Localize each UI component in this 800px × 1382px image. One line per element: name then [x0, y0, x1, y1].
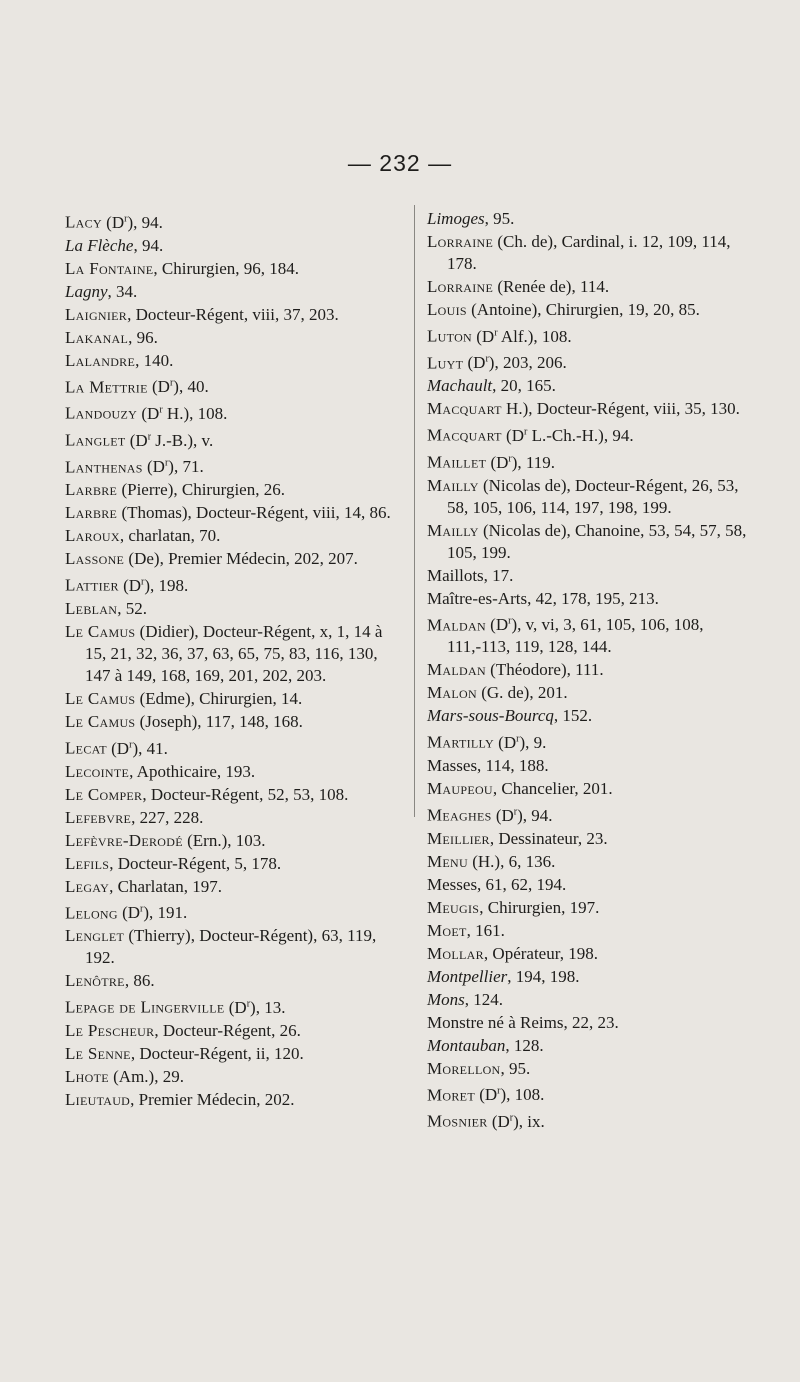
entry-detail: (Ern.), 103.: [182, 830, 266, 850]
entry-name: La Fontaine: [65, 258, 154, 278]
index-entry: [65, 853, 400, 875]
entry-detail: $(D^r)$, v, vi, 3, 61, 105, 106, 108, 111,-113, 119, 128, 144.: [447, 615, 704, 657]
entry-name: Lacy: [65, 212, 102, 232]
entry-detail: (Thierry), Docteur-Régent), 63, 119, 192.: [85, 926, 377, 968]
index-entry: [65, 925, 400, 969]
index-entry: [65, 350, 400, 372]
index-entry: [65, 761, 400, 783]
entry-name: Mailly: [427, 475, 479, 495]
index-entry: [427, 421, 760, 447]
index-entry: [427, 1035, 760, 1057]
entry-name: Morellon: [427, 1058, 501, 1078]
entry-name: Lelong: [65, 903, 118, 923]
entry-name: Laignier: [65, 304, 128, 324]
entry-detail: $(D^r)$, 41.: [106, 738, 168, 758]
entry-detail: $(D^r)$, 119.: [486, 452, 556, 472]
index-entry: [65, 688, 400, 710]
entry-name: Maldan: [427, 615, 486, 635]
entry-detail: , 194, 198.: [507, 966, 580, 986]
index-entry: [65, 399, 400, 425]
entry-detail: , 161.: [466, 920, 505, 940]
index-entry: [65, 373, 400, 399]
index-entry: [65, 258, 400, 280]
entry-name: Le Camus: [65, 621, 136, 641]
entry-detail: ($D^r$ H.), 108.: [137, 403, 228, 423]
entry-name: Louis: [427, 300, 467, 319]
index-entry: [65, 807, 400, 829]
entry-name: Lorraine: [427, 277, 494, 296]
entry-name: Landouzy: [65, 403, 138, 423]
index-entry: [427, 874, 760, 896]
entry-name: Maldan: [427, 660, 486, 680]
index-entry: [427, 801, 760, 827]
index-entry: [427, 349, 760, 375]
entry-name: Meugis: [427, 897, 480, 917]
entry-name: Lenôtre: [65, 971, 125, 991]
entry-name: Mailly: [427, 520, 479, 540]
entry-name: Lecointe: [65, 761, 130, 781]
entry-detail: Masses, 114, 188.: [427, 755, 549, 775]
index-entry: [65, 571, 400, 597]
entry-detail: , Chirurgien, 197.: [479, 897, 600, 917]
entry-name: Lattier: [65, 575, 119, 595]
entry-place: Montauban: [427, 1035, 506, 1055]
index-entry: [427, 851, 760, 873]
index-entry: [65, 899, 400, 925]
index-entry: [427, 828, 760, 850]
entry-name: Lieutaud: [65, 1089, 131, 1109]
entry-detail: , 52.: [117, 598, 147, 618]
entry-detail: (Renée de), 114.: [493, 277, 610, 296]
entry-name: Leblan: [65, 598, 118, 618]
entry-detail: (De), Premier Médecin, 202, 207.: [124, 549, 358, 569]
entry-detail: $(D^r)$, 9.: [493, 732, 547, 752]
entry-detail: $(D^r)$, 94.: [491, 805, 553, 825]
entry-name: Moet: [427, 920, 467, 940]
index-entry: [427, 231, 760, 275]
entry-detail: $(D^r)$, 13.: [224, 997, 286, 1017]
entry-detail: $(D^r)$, 191.: [117, 903, 188, 923]
entry-detail: Maître-es-Arts, 42, 178, 195, 213.: [427, 588, 659, 608]
entry-name: Lakanal: [65, 327, 129, 347]
entry-place: La Flèche: [65, 235, 134, 255]
entry-name: Mollar: [427, 943, 484, 963]
index-entry: [427, 475, 760, 519]
entry-detail: , 227, 228.: [131, 807, 204, 827]
index-entry: [427, 897, 760, 919]
index-entry: [427, 1081, 760, 1107]
entry-name: Menu: [427, 851, 468, 871]
entry-detail: (Ch. de), Cardinal, i. 12, 109, 114, 178.: [447, 232, 731, 273]
entry-name: La Mettrie: [65, 377, 148, 397]
index-entry: [427, 448, 760, 474]
entry-detail: Maillots, 17.: [427, 565, 514, 585]
entry-name: Macquart: [427, 399, 502, 419]
entry-name: Martilly: [427, 732, 494, 752]
entry-detail: , 86.: [124, 971, 155, 991]
entry-detail: $(D^r)$, 203, 206.: [463, 353, 567, 373]
entry-name: Lecat: [65, 738, 107, 758]
entry-name: Larbre: [65, 480, 118, 500]
entry-detail: ($D^r$ L.-Ch.-H.), 94.: [501, 425, 634, 445]
index-entry: [65, 235, 400, 257]
index-entry: [427, 920, 760, 942]
index-entry: [65, 784, 400, 806]
entry-detail: , Docteur-Régent, 5, 178.: [109, 853, 282, 873]
page-number: — 232 —: [347, 150, 453, 176]
entry-detail: (Antoine), Chirurgien, 19, 20, 85.: [466, 300, 700, 319]
index-entry: [427, 966, 760, 988]
entry-detail: (Nicolas de), Docteur-Régent, 26, 53, 58, 105, 106, 114, 197, 198, 199.: [447, 475, 739, 517]
entry-place: Limoges: [427, 209, 485, 228]
entry-place: Lagny: [65, 281, 108, 301]
entry-name: Maillet: [427, 452, 487, 472]
entry-detail: , 140.: [135, 350, 174, 370]
entry-detail: , Docteur-Régent, 26.: [154, 1020, 301, 1040]
index-entry: [65, 453, 400, 479]
entry-detail: , Opérateur, 198.: [483, 943, 598, 963]
index-entry: [427, 778, 760, 800]
index-entry: [65, 502, 400, 524]
entry-name: Legay: [65, 876, 110, 896]
index-entry: [65, 830, 400, 852]
entry-name: Malon: [427, 683, 477, 703]
entry-name: Moret: [427, 1085, 475, 1105]
index-entry: [427, 989, 760, 1011]
entry-detail: $(D^r)$, 71.: [142, 457, 204, 477]
index-entry: [427, 705, 760, 727]
entry-name: Meillier: [427, 828, 490, 848]
entry-detail: $(D^r)$, 108.: [474, 1085, 545, 1105]
index-entry: [65, 876, 400, 898]
index-entry: [65, 208, 400, 234]
entry-name: Laroux: [65, 526, 120, 546]
entry-name: Lefèvre-Derodé: [65, 830, 183, 850]
entry-detail: (Nicolas de), Chanoine, 53, 54, 57, 58, 105, 199.: [447, 520, 747, 562]
index-entry: [65, 1020, 400, 1042]
entry-detail: (Pierre), Chirurgien, 26.: [117, 480, 285, 500]
entry-detail: (H.), 6, 136.: [467, 851, 556, 871]
entry-name: Lorraine: [427, 232, 494, 251]
entry-name: Le Comper: [65, 784, 143, 804]
entry-name: Langlet: [65, 430, 126, 450]
index-entry: [65, 711, 400, 733]
index-entry: [427, 276, 760, 298]
entry-detail: , Charlatan, 197.: [109, 876, 222, 896]
entry-detail: , 152.: [553, 706, 593, 726]
entry-detail: , Premier Médecin, 202.: [130, 1089, 295, 1109]
entry-name: Lalandre: [65, 350, 136, 370]
index-entry: [427, 943, 760, 965]
entry-detail: , charlatan, 70.: [119, 526, 221, 546]
index-entry: [65, 525, 400, 547]
entry-detail: $(D^r)$, 198.: [118, 575, 189, 595]
entry-detail: (Am.), 29.: [108, 1066, 184, 1086]
entry-place: Montpellier: [427, 966, 508, 986]
index-entry: [65, 426, 400, 452]
entry-detail: (G. de), 201.: [476, 683, 568, 703]
entry-detail: $(D^r)$, 40.: [147, 377, 209, 397]
index-entry: [427, 322, 760, 348]
index-entry: [427, 398, 760, 420]
entry-detail: , Dessinateur, 23.: [489, 828, 608, 848]
entry-place: Mons: [427, 989, 465, 1009]
entry-name: Meaghes: [427, 805, 492, 825]
index-entry: [427, 520, 760, 564]
entry-detail: , 34.: [107, 281, 138, 301]
entry-detail: , 124.: [464, 989, 504, 1009]
entry-detail: H.), Docteur-Régent, viii, 35, 130.: [501, 399, 740, 419]
entry-place: Machault: [427, 376, 493, 396]
entry-detail: , 20, 165.: [492, 376, 556, 396]
entry-detail: (Edme), Chirurgien, 14.: [135, 688, 303, 708]
index-entry: [65, 304, 400, 326]
entry-detail: , Docteur-Régent, viii, 37, 203.: [127, 304, 339, 324]
entry-detail: , Docteur-Régent, ii, 120.: [130, 1043, 304, 1063]
index-entry: [65, 327, 400, 349]
entry-name: Lefils: [65, 853, 110, 873]
entry-name: Macquart: [427, 425, 502, 445]
index-entry: [65, 548, 400, 570]
index-entry: [65, 621, 400, 687]
index-entry: [65, 734, 400, 760]
entry-detail: , Chancelier, 201.: [492, 778, 613, 798]
column-divider: [414, 205, 415, 817]
index-entry: [65, 281, 400, 303]
entry-name: Lhote: [65, 1066, 109, 1086]
entry-detail: (Théodore), 111.: [485, 660, 604, 680]
index-entry: [65, 993, 400, 1019]
index-entry: [427, 659, 760, 681]
entry-detail: Messes, 61, 62, 194.: [427, 874, 567, 894]
entry-detail: $(D^r)$, ix.: [487, 1111, 545, 1131]
entry-detail: , Apothicaire, 193.: [129, 761, 256, 781]
entry-detail: $(D^r)$, 94.: [101, 212, 163, 232]
index-column-right: [427, 208, 760, 1134]
entry-detail: , 94.: [133, 235, 164, 255]
index-entry: [427, 299, 760, 321]
index-entry: [427, 375, 760, 397]
entry-name: Luyt: [427, 353, 464, 373]
index-entry: [427, 611, 760, 659]
entry-name: Lenglet: [65, 926, 125, 946]
entry-name: Mosnier: [427, 1111, 488, 1131]
index-entry: [427, 1058, 760, 1080]
index-entry: [427, 565, 760, 587]
entry-detail: , 96.: [128, 327, 158, 347]
entry-name: Le Camus: [65, 688, 136, 708]
index-entry: [427, 728, 760, 754]
entry-name: Lefebvre: [65, 807, 132, 827]
entry-detail: ($D^r$ Alf.), 108.: [472, 326, 572, 346]
index-entry: [65, 479, 400, 501]
index-entry: [65, 1089, 400, 1111]
entry-name: Le Pescheur: [65, 1020, 155, 1040]
index-entry: [427, 682, 760, 704]
entry-name: Lassone: [65, 549, 125, 569]
entry-name: Le Camus: [65, 711, 136, 731]
index-entry: [65, 1043, 400, 1065]
entry-name: Lanthenas: [65, 457, 143, 477]
entry-detail: , 95.: [500, 1058, 531, 1078]
entry-detail: , Chirurgien, 96, 184.: [153, 258, 300, 278]
entry-name: Lepage de Lingerville: [65, 997, 225, 1017]
entry-detail: (Didier), Docteur-Régent, x, 1, 14 à 15, 21, 32, 36, 37, 63, 65, 75, 83, 116, 130, 147 à 149, 168, 169, 201, 202, 203.: [85, 621, 383, 685]
index-entry: [427, 755, 760, 777]
index-entry: [427, 588, 760, 610]
index-entry: [65, 970, 400, 992]
entry-detail: (Joseph), 117, 148, 168.: [135, 711, 303, 731]
index-column-left: [65, 208, 400, 1112]
entry-detail: ($D^r$ J.-B.), v.: [125, 430, 214, 450]
entry-detail: (Thomas), Docteur-Régent, viii, 14, 86.: [117, 503, 391, 523]
entry-name: Le Senne: [65, 1043, 131, 1063]
entry-detail: , 95.: [484, 209, 515, 228]
index-entry: [427, 1012, 760, 1034]
entry-detail: Monstre né à Reims, 22, 23.: [427, 1012, 619, 1032]
entry-name: Luton: [427, 326, 472, 346]
index-entry: [65, 1066, 400, 1088]
index-entry: [65, 598, 400, 620]
index-entry: [427, 208, 760, 230]
index-entry: [427, 1107, 760, 1133]
entry-detail: , Docteur-Régent, 52, 53, 108.: [142, 784, 349, 804]
entry-name: Maupeou: [427, 778, 493, 798]
entry-detail: , 128.: [505, 1035, 544, 1055]
entry-place: Mars-sous-Bourcq: [427, 706, 554, 726]
entry-name: Larbre: [65, 503, 118, 523]
